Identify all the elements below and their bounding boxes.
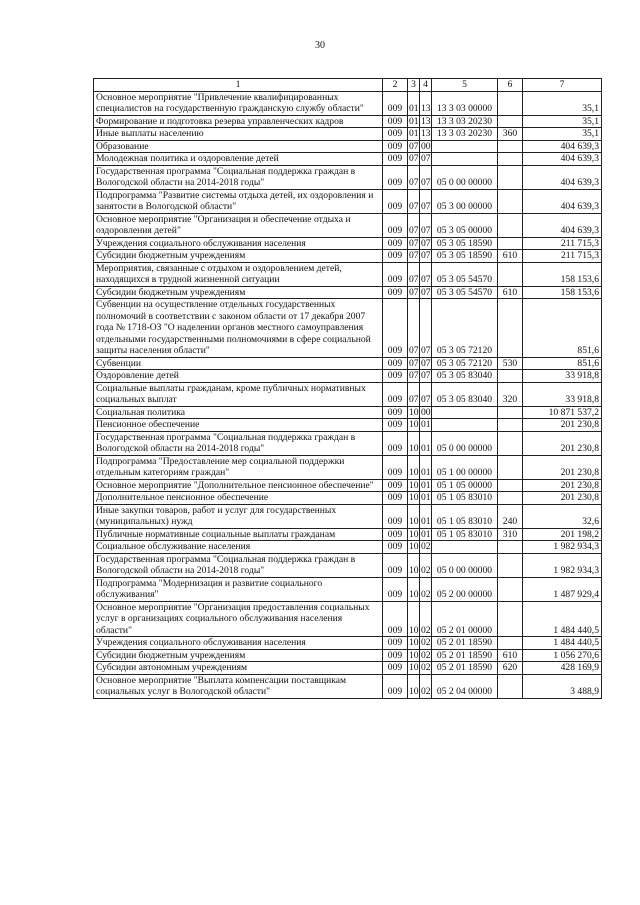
cell-name: Дополнительное пенсионное обеспечение — [94, 492, 383, 505]
cell-sum: 158 153,6 — [523, 262, 602, 286]
cell-rz: 10 — [409, 406, 419, 418]
cell-pr: 07 — [420, 262, 432, 286]
table-row — [94, 431, 602, 455]
table-row — [94, 492, 602, 505]
cell-vr — [498, 213, 523, 237]
cell-rz: 01 — [408, 91, 420, 115]
cell-ved: 009 — [383, 674, 408, 698]
cell-vr: 530 — [498, 357, 523, 370]
cell-sum: 851,6 — [523, 299, 602, 358]
cell-sum: 1 484 440,5 — [523, 637, 602, 650]
table-row — [94, 213, 602, 237]
cell-vr — [498, 237, 523, 250]
cell-pr: 07 — [420, 213, 432, 237]
cell-pr: 02 — [420, 577, 432, 601]
cell-csr — [432, 419, 498, 432]
cell-rz: 07 — [408, 382, 420, 406]
cell-pr: 01 — [421, 528, 431, 540]
cell-ved: 009 — [383, 286, 408, 299]
cell-name: Иные закупки товаров, работ и услуг для государственных (муниципальных) нужд — [94, 504, 383, 528]
cell-sum: 35,1 — [523, 128, 602, 141]
cell-rz: 07 — [409, 237, 419, 249]
cell-rz: 07 — [408, 189, 420, 213]
cell-sum: 33 918,8 — [523, 382, 602, 406]
cell-csr: 05 3 05 72120 — [432, 357, 498, 370]
cell-pr: 01 — [421, 479, 431, 491]
cell-ved: 009 — [383, 128, 408, 141]
cell-ved: 009 — [383, 382, 408, 406]
cell-csr: 05 3 05 18590 — [432, 250, 498, 263]
cell-ved: 009 — [383, 528, 408, 541]
cell-pr: 00 — [421, 406, 431, 418]
cell-ved: 009 — [383, 649, 408, 662]
cell-pr: 07 — [421, 357, 431, 369]
cell-ved: 009 — [383, 492, 408, 505]
header-cell: 6 — [498, 79, 523, 92]
cell-vr — [498, 492, 523, 505]
cell-sum: 404 639,3 — [523, 153, 602, 166]
cell-pr: 01 — [421, 492, 431, 503]
cell-ved: 009 — [383, 91, 408, 115]
cell-csr — [432, 541, 498, 554]
cell-pr: 02 — [421, 662, 431, 673]
header-cell: 7 — [523, 79, 602, 92]
cell-sum: 1 982 934,3 — [523, 541, 602, 554]
cell-name: Иные выплаты населению — [94, 128, 383, 141]
cell-pr: 07 — [421, 370, 431, 381]
header-cell: 5 — [432, 79, 498, 92]
table-row — [94, 455, 602, 479]
table-row — [94, 649, 602, 662]
cell-ved: 009 — [383, 541, 408, 554]
cell-sum: 404 639,3 — [523, 189, 602, 213]
cell-csr: 05 3 05 83040 — [432, 382, 498, 406]
cell-vr — [498, 601, 523, 637]
cell-vr — [498, 419, 523, 432]
cell-csr: 05 1 05 83010 — [432, 504, 498, 528]
cell-sum: 201 230,8 — [523, 431, 602, 455]
page-number: 30 — [315, 40, 325, 51]
cell-rz: 10 — [408, 601, 420, 637]
cell-name: Молодежная политика и оздоровление детей — [94, 153, 383, 166]
cell-name: Государственная программа "Социальная поддержка граждан в Вологодской области на 2014-2018 годы" — [94, 553, 383, 577]
cell-vr: 620 — [498, 662, 523, 675]
cell-name: Подпрограмма "Развитие системы отдыха детей, их оздоровления и занятости в Вологодской области" — [94, 189, 383, 213]
cell-rz: 10 — [409, 479, 419, 491]
cell-pr: 13 — [421, 115, 431, 127]
cell-csr: 05 1 05 83010 — [432, 528, 498, 541]
table-row — [94, 674, 602, 698]
cell-sum: 201 198,2 — [523, 528, 602, 541]
cell-csr: 05 1 05 00000 — [432, 479, 498, 492]
cell-vr — [498, 299, 523, 358]
cell-sum: 35,1 — [523, 115, 602, 128]
cell-sum: 201 230,8 — [523, 419, 602, 432]
header-cell: 1 — [94, 79, 383, 92]
cell-vr: 610 — [498, 649, 523, 662]
cell-vr — [498, 153, 523, 166]
cell-ved: 009 — [383, 479, 408, 492]
cell-ved: 009 — [383, 601, 408, 637]
cell-name: Субсидии автономным учреждениям — [94, 662, 383, 675]
cell-rz: 07 — [409, 357, 419, 369]
table-row — [94, 370, 602, 383]
cell-ved: 009 — [383, 140, 408, 153]
cell-rz: 10 — [408, 431, 420, 455]
cell-sum: 404 639,3 — [523, 213, 602, 237]
table-row — [94, 357, 602, 370]
cell-pr: 02 — [420, 601, 432, 637]
cell-vr: 320 — [498, 382, 523, 406]
cell-csr: 05 2 04 00000 — [432, 674, 498, 698]
cell-ved: 009 — [383, 357, 408, 370]
cell-vr — [498, 577, 523, 601]
cell-ved: 009 — [383, 370, 408, 383]
cell-rz: 10 — [409, 649, 419, 661]
cell-name: Публичные нормативные социальные выплаты гражданам — [94, 528, 383, 541]
cell-name: Подпрограмма "Модернизация и развитие социального обслуживания" — [94, 577, 383, 601]
cell-vr — [498, 91, 523, 115]
table-row — [94, 286, 602, 299]
cell-rz: 07 — [409, 140, 419, 152]
cell-csr: 13 3 03 20230 — [432, 128, 498, 141]
table-row — [94, 189, 602, 213]
cell-csr: 05 2 01 18590 — [432, 662, 498, 675]
cell-csr: 05 3 05 54570 — [432, 286, 498, 299]
cell-name: Субсидии бюджетным учреждениям — [94, 250, 383, 263]
cell-ved: 009 — [383, 637, 408, 650]
cell-pr: 07 — [421, 286, 431, 298]
cell-csr — [432, 140, 498, 153]
table-row — [94, 637, 602, 650]
cell-sum: 35,1 — [523, 91, 602, 115]
cell-sum: 32,6 — [523, 504, 602, 528]
cell-ved: 009 — [383, 115, 408, 128]
table-row — [94, 528, 602, 541]
cell-ved: 009 — [383, 504, 408, 528]
cell-rz: 10 — [409, 541, 419, 552]
cell-rz: 10 — [408, 455, 420, 479]
cell-vr — [498, 189, 523, 213]
table-row — [94, 406, 602, 419]
cell-sum: 201 230,8 — [523, 479, 602, 492]
header-cell: 4 — [420, 79, 432, 92]
cell-csr: 05 0 00 00000 — [432, 165, 498, 189]
cell-sum: 851,6 — [523, 357, 602, 370]
cell-vr: 360 — [498, 128, 523, 141]
cell-pr: 01 — [420, 431, 432, 455]
cell-csr: 05 2 01 18590 — [432, 637, 498, 650]
cell-vr: 240 — [498, 504, 523, 528]
cell-ved: 009 — [383, 250, 408, 263]
cell-sum: 201 230,8 — [523, 492, 602, 505]
cell-sum: 3 488,9 — [523, 674, 602, 698]
cell-rz: 10 — [409, 419, 419, 430]
cell-sum: 211 715,3 — [523, 250, 602, 263]
cell-pr: 13 — [421, 128, 431, 139]
cell-csr: 13 3 03 20230 — [432, 115, 498, 128]
cell-pr: 07 — [421, 153, 431, 164]
cell-vr — [498, 637, 523, 650]
cell-vr — [498, 541, 523, 554]
header-cell: 2 — [383, 79, 408, 92]
cell-rz: 10 — [408, 504, 420, 528]
table-row — [94, 504, 602, 528]
table-row — [94, 419, 602, 432]
cell-name: Социальные выплаты гражданам, кроме публичных нормативных социальных выплат — [94, 382, 383, 406]
cell-name: Мероприятия, связанные с отдыхом и оздоровлением детей, находящихся в трудной жизненной ситуации — [94, 262, 383, 286]
cell-name: Социальная политика — [94, 406, 383, 419]
cell-vr — [498, 674, 523, 698]
cell-pr: 13 — [420, 91, 432, 115]
cell-rz: 10 — [409, 492, 419, 503]
cell-rz: 10 — [408, 577, 420, 601]
cell-ved: 009 — [383, 213, 408, 237]
cell-vr — [498, 165, 523, 189]
cell-name: Учреждения социального обслуживания населения — [94, 237, 383, 250]
cell-vr: 310 — [498, 528, 523, 541]
cell-rz: 07 — [409, 153, 419, 164]
cell-rz: 10 — [408, 553, 420, 577]
table-row — [94, 140, 602, 153]
cell-csr: 05 2 01 00000 — [432, 601, 498, 637]
cell-rz: 07 — [409, 250, 419, 261]
table-row — [94, 153, 602, 166]
cell-sum: 1 056 270,6 — [523, 649, 602, 662]
cell-pr: 02 — [421, 637, 431, 648]
cell-csr: 13 3 03 00000 — [432, 91, 498, 115]
table-row — [94, 115, 602, 128]
cell-csr: 05 3 05 54570 — [432, 262, 498, 286]
cell-pr: 07 — [420, 299, 432, 358]
cell-sum: 10 871 537,2 — [523, 406, 602, 419]
cell-sum: 201 230,8 — [523, 455, 602, 479]
cell-ved: 009 — [383, 553, 408, 577]
cell-name: Учреждения социального обслуживания населения — [94, 637, 383, 650]
table-row — [94, 128, 602, 141]
table-row — [94, 553, 602, 577]
cell-name: Субсидии бюджетным учреждениям — [94, 649, 383, 662]
cell-csr: 05 2 00 00000 — [432, 577, 498, 601]
cell-pr: 01 — [420, 455, 432, 479]
cell-rz: 10 — [408, 674, 420, 698]
cell-csr — [432, 153, 498, 166]
cell-sum: 33 918,8 — [523, 370, 602, 383]
cell-vr — [498, 262, 523, 286]
cell-vr — [498, 479, 523, 492]
cell-ved: 009 — [383, 455, 408, 479]
cell-name: Пенсионное обеспечение — [94, 419, 383, 432]
cell-name: Подпрограмма "Предоставление мер социальной поддержки отдельным категориям граждан" — [94, 455, 383, 479]
cell-ved: 009 — [383, 153, 408, 166]
cell-vr — [498, 431, 523, 455]
cell-name: Субсидии бюджетным учреждениям — [94, 286, 383, 299]
cell-pr: 07 — [420, 382, 432, 406]
cell-rz: 07 — [408, 262, 420, 286]
cell-pr: 02 — [421, 541, 431, 552]
cell-rz: 07 — [408, 299, 420, 358]
cell-vr: 610 — [498, 286, 523, 299]
cell-rz: 10 — [409, 528, 419, 540]
cell-ved: 009 — [383, 406, 408, 419]
table-row — [94, 91, 602, 115]
cell-name: Субвенции на осуществление отдельных государственных полномочий в соответствии с законом области от 17 декабря 2007 года № 1718-ОЗ "О наделении органов местного самоуправления отдельными государственными полномочиями в сфере социальной защиты населения области" — [94, 299, 383, 358]
cell-pr: 00 — [421, 140, 431, 152]
cell-name: Основное мероприятие "Привлечение квалифицированных специалистов на государственную гражданскую службу области" — [94, 91, 383, 115]
cell-pr: 07 — [420, 165, 432, 189]
cell-csr: 05 3 05 83040 — [432, 370, 498, 383]
table-body — [94, 91, 602, 698]
cell-rz: 10 — [409, 662, 419, 673]
cell-csr: 05 3 00 00000 — [432, 189, 498, 213]
cell-sum: 1 484 440,5 — [523, 601, 602, 637]
cell-name: Социальное обслуживание населения — [94, 541, 383, 554]
cell-csr: 05 0 00 00000 — [432, 431, 498, 455]
table-row — [94, 165, 602, 189]
cell-vr — [498, 370, 523, 383]
table-row — [94, 577, 602, 601]
cell-name: Основное мероприятие "Дополнительное пенсионное обеспечение" — [94, 479, 383, 492]
cell-name: Основное мероприятие "Организация и обеспечение отдыха и оздоровления детей" — [94, 213, 383, 237]
cell-vr — [498, 455, 523, 479]
cell-rz: 10 — [409, 637, 419, 648]
table-row — [94, 250, 602, 263]
cell-pr: 02 — [420, 674, 432, 698]
table-row — [94, 662, 602, 675]
cell-name: Государственная программа "Социальная поддержка граждан в Вологодской области на 2014-2018 годы" — [94, 165, 383, 189]
cell-pr: 01 — [421, 419, 431, 430]
cell-rz: 07 — [409, 286, 419, 298]
cell-ved: 009 — [383, 237, 408, 250]
cell-ved: 009 — [383, 431, 408, 455]
cell-name: Субвенции — [94, 357, 383, 370]
cell-csr — [432, 406, 498, 419]
cell-name: Основное мероприятие "Выплата компенсации поставщикам социальных услуг в Вологодской области" — [94, 674, 383, 698]
cell-sum: 158 153,6 — [523, 286, 602, 299]
cell-pr: 07 — [421, 250, 431, 261]
cell-rz: 07 — [408, 165, 420, 189]
cell-ved: 009 — [383, 299, 408, 358]
cell-pr: 02 — [421, 649, 431, 661]
cell-name: Оздоровление детей — [94, 370, 383, 383]
cell-sum: 211 715,3 — [523, 237, 602, 250]
cell-ved: 009 — [383, 662, 408, 675]
cell-sum: 404 639,3 — [523, 165, 602, 189]
cell-name: Формирование и подготовка резерва управленческих кадров — [94, 115, 383, 128]
cell-ved: 009 — [383, 189, 408, 213]
table-header-row — [94, 79, 602, 92]
table-row — [94, 262, 602, 286]
cell-ved: 009 — [383, 262, 408, 286]
cell-rz: 07 — [409, 370, 419, 381]
cell-csr: 05 1 00 00000 — [432, 455, 498, 479]
cell-sum: 404 639,3 — [523, 140, 602, 153]
cell-ved: 009 — [383, 419, 408, 432]
cell-pr: 07 — [420, 189, 432, 213]
cell-sum: 1 982 934,3 — [523, 553, 602, 577]
cell-ved: 009 — [383, 577, 408, 601]
table-row — [94, 601, 602, 637]
cell-vr — [498, 553, 523, 577]
cell-csr: 05 1 05 83010 — [432, 492, 498, 505]
cell-vr — [498, 406, 523, 419]
cell-pr: 02 — [420, 553, 432, 577]
cell-name: Государственная программа "Социальная поддержка граждан в Вологодской области на 2014-2018 годы" — [94, 431, 383, 455]
table-row — [94, 479, 602, 492]
cell-pr: 07 — [421, 237, 431, 249]
cell-csr: 05 3 05 18590 — [432, 237, 498, 250]
table-row — [94, 541, 602, 554]
cell-csr: 05 0 00 00000 — [432, 553, 498, 577]
header-cell: 3 — [408, 79, 420, 92]
cell-name: Образование — [94, 140, 383, 153]
cell-vr — [498, 140, 523, 153]
cell-rz: 07 — [408, 213, 420, 237]
cell-sum: 1 487 929,4 — [523, 577, 602, 601]
cell-csr: 05 2 01 18590 — [432, 649, 498, 662]
cell-csr: 05 3 05 00000 — [432, 213, 498, 237]
cell-vr: 610 — [498, 250, 523, 263]
cell-sum: 428 169,9 — [523, 662, 602, 675]
cell-csr: 05 3 05 72120 — [432, 299, 498, 358]
cell-vr — [498, 115, 523, 128]
cell-name: Основное мероприятие "Организация предоставления социальных услуг в организациях социального обслуживания населения области" — [94, 601, 383, 637]
table-row — [94, 299, 602, 358]
cell-rz: 01 — [409, 115, 419, 127]
cell-pr: 01 — [420, 504, 432, 528]
budget-table — [93, 78, 602, 699]
cell-ved: 009 — [383, 165, 408, 189]
table-row — [94, 237, 602, 250]
cell-rz: 01 — [409, 128, 419, 139]
table-row — [94, 382, 602, 406]
